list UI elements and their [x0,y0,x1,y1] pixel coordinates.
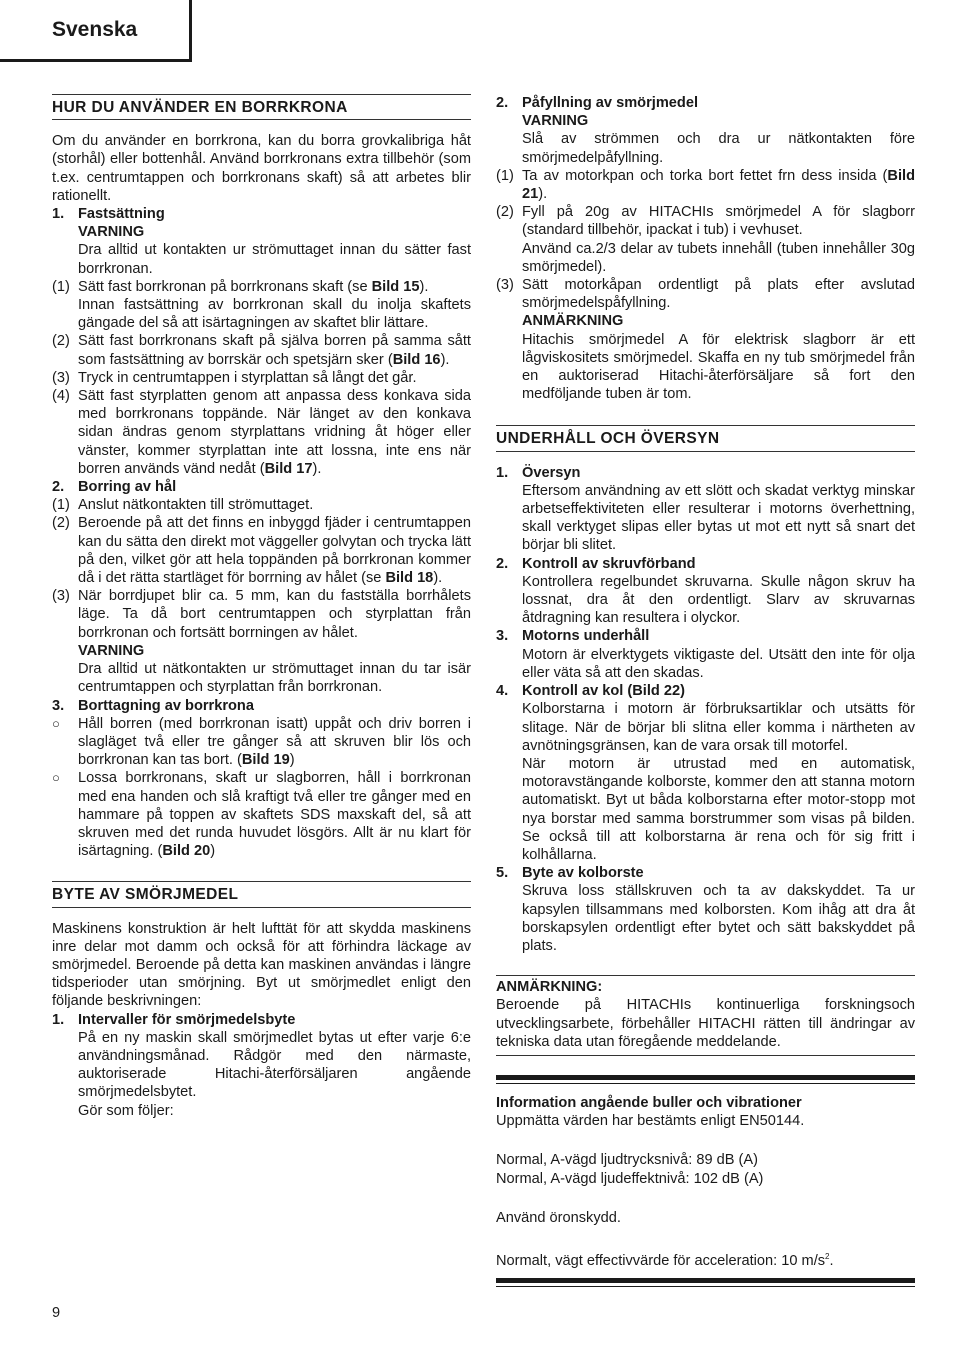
paragraph: När motorn är utrustad med en automatisk, motoravstängande kolborste, kommer den att stanna motorn automatiskt. Byt ut båda kolborstarna efter motor-stopp mot nya borstar med samma borstrummer som visas på bilden. Se också till att kolborstarna är rena och för sig fritt i kolhållarna. [522,755,915,863]
section-heading-borrkrona: HUR DU ANVÄNDER EN BORRKRONA [52,94,471,120]
list-item: (2) Beroende på att det finns en inbyggd fjäder i centrumtappen kan du sätta den direkt mot väggeller golvytan och trycka lätt på den, vilket gör att hela toppänden på borrkronan kommer då i det rätta startläget för borrning av hålet (se Bild 18). [52,515,471,587]
paragraph: Om du använder en borrkrona, kan du borra grovkalibriga håt (storhål) eller bottenhål. Använd borrkronans extra tillbehör (som t.ex. centrumtappen och borrkronans skaft) så att arbetes blir rationellt. [52,133,471,204]
paragraph: Kolborstarna i motorn är förbruksartiklar och utsätts för slitage. När de börjar bli slitna eller komma i närtheten av avnötningsgränsen, kan de vara orsak till motorfel. [522,701,915,754]
paragraph: På en ny maskin skall smörjmedlet bytas ut efter varje 6:e användningsmånad. Rådgör med den närmaste, auktoriserade Hitachi-återförsäljaren angående smörjmedelsbytet. [78,1029,471,1101]
list-item: (3) Sätt motorkåpan ordentligt på plats efter avslutad smörjmedelspåfyllning. [496,277,915,312]
subheading: 4. Kontroll av kol (Bild 22) [496,683,685,700]
language-tab [0,0,192,62]
note-heading: ANMÄRKNING: [496,979,603,996]
circle-bullet-icon: ○ [52,715,60,731]
list-item: (1) Ta av motorkpan och torka bort fettet frn dess insida (Bild 21). [496,167,915,203]
warning-text: Dra alltid ut nätkontakten ur strömuttaget innan du tar isär centrumtappen och styrplattan från borrkronan. [78,661,471,696]
paragraph: Maskinens konstruktion är helt lufttät för att skydda maskinens inre delar mot damm och också för att förhindra läckage av smörjmedel. Beroende på detta kan maskinen användas i längre tidsperioder utan smörjning. Byt ut smörjmedlet enligt den följande beskrivningen: [52,920,471,1010]
section-heading-smorjmedel: BYTE AV SMÖRJMEDEL [52,881,471,907]
subheading: 3. Motorns underhåll [496,628,650,645]
noise-line: Använd öronskydd. [496,1209,621,1226]
warning-label: VARNING [78,224,145,241]
list-item: (1) Sätt fast borrkronan på borrkronans skaft (se Bild 15). [52,278,429,295]
subheading: 1. Fastsättning [52,206,165,223]
list-item: (1) Anslut nätkontakten till strömuttaget. [52,497,314,514]
page-number: 9 [52,1305,61,1321]
noise-line: Normal, A-vägd ljudeffektnivå: 102 dB (A) [496,1170,764,1187]
warning-label: VARNING [78,642,145,659]
subheading: 2. Kontroll av skruvförband [496,555,696,572]
bullet-item: ○ Lossa borrkronans, skaft ur slagborren, håll i borrkronan med ena handen och slå kraftigt två eller tre gånger med en hammare på toppen av skaftets SDS maxskaft del, så att skruven med det runda huvudet lösgörs. Allt är nu klart för isärtagning. (Bild 20) [52,770,471,860]
note-paragraph: Beroende på HITACHIs kontinuerliga forskningsoch utvecklingsarbete, förbehåller HITACHI rätten till ändringar av tekniska data utan föregående meddelande. [496,997,915,1050]
list-item: (3) När borrdjupet blir ca. 5 mm, kan du fastställa borrhålets läge. Ta då bort centrumtappen och styrplattan från borrkronan och fortsätt borrningen av hålet. [52,588,471,641]
list-item-continuation: Innan fastsättning av borrkronan skall du inolja skaftets gängade del så att isärtagningen av skaftet blir lättare. [78,297,471,332]
paragraph: Eftersom användning av ett slött och skadat verktyg minskar arbetseffektiviteten eller resulterar i motorns överhettning, skall verktyget slipas eller bytas ut mot ett nytt så snart det börjar bli slitet. [522,482,915,554]
divider [496,975,915,976]
thick-divider [496,1075,915,1084]
list-item: (4) Sätt fast styrplatten genom att anpassa dess konkava sida med borrkronans toppände. När länget av den konkava sidan ändras genom styrplattans vridning åt höger eller vänster, kommer styrplattan inte att lossna, inte ens när borren används vänd nedåt (Bild 17). [52,388,471,477]
warning-text: Dra alltid ut kontakten ur strömuttaget innan du sätter fast borrkronan. [78,242,471,277]
list-item: (3) Tryck in centrumtappen i styrplattan så långt det går. [52,369,417,386]
warning-text: Slå av strömmen och dra ur nätkontakten före smörjmedelpåfyllning. [522,131,915,166]
list-item: (2) Fyll på 20g av HITACHIs smörjmedel A för slagborr (standard tillbehör, ipackat i tub) i vevhuset. [496,204,915,239]
left-column [52,94,471,1120]
language-label: Svenska [52,18,138,41]
noise-line: Normal, A-vägd ljudtrycksnivå: 89 dB (A) [496,1152,758,1169]
paragraph: Kontrollera regelbundet skruvarna. Skulle någon skruv ha lossnat, dra åt den ordentligt. Slarv av skruvarnas åtdragning kan resultera i olyckor. [522,573,915,627]
subheading: 3. Borttagning av borrkrona [52,697,254,714]
subheading: 2. Borring av hål [52,479,177,496]
paragraph: Gör som följer: [78,1102,174,1119]
warning-label: VARNING [522,113,589,130]
noise-line: Normalt, vägt effectivvärde för acceleration: 10 $m/s^2$. [496,1251,834,1269]
noise-heading: Information angående buller och vibrationer [496,1094,802,1111]
paragraph: Motorn är elverktygets viktigaste del. Utsätt den inte för olja eller väta så att den skadas. [522,646,915,681]
note-label: ANMÄRKNING [522,313,624,330]
list-item: (2) Sätt fast borrkronans skaft på själva borren på samma sått som fastsättning av borrskär och spetsjärn sker (Bild 16). [52,333,471,368]
circle-bullet-icon: ○ [52,770,60,786]
section-heading-underhall: UNDERHÅLL OCH ÖVERSYN [496,425,915,451]
thick-divider [496,1278,915,1287]
subheading: 1. Intervaller för smörjmedelsbyte [52,1011,296,1028]
subheading: 1. Översyn [496,464,581,481]
subheading: 2. Påfyllning av smörjmedel [496,95,698,111]
right-column [496,94,915,1287]
noise-line: Uppmätta värden har bestämts enligt EN50144. [496,1113,805,1130]
bullet-item: ○ Håll borren (med borrkronan isatt) uppåt och driv borren i slagläget två eller tre gånger så att skruven blir lös och borrkronan kan tas bort. (Bild 19) [52,715,471,769]
list-item-continuation: Använd ca.2/3 delar av tubets innehåll (tuben innehåller 30g smörjmedel). [522,240,915,275]
paragraph: Skruva loss ställskruven och ta av dakskyddet. Ta ur kapsylen tillsammans med kolborsten. Kom ihåg att dra åt borskapsylen ordentligt efter bytet och sätt bakskyddet på plats. [522,883,915,954]
note-text: Hitachis smörjmedel A för elektrisk slagborr är ett lågviskositets smörjmedel. Skaffa en ny tub smörjmedel från en auktoriserad Hitachi-återförsäljare så fort den medföljande tuben är tom. [522,331,915,403]
subheading: 5. Byte av kolborste [496,865,644,882]
